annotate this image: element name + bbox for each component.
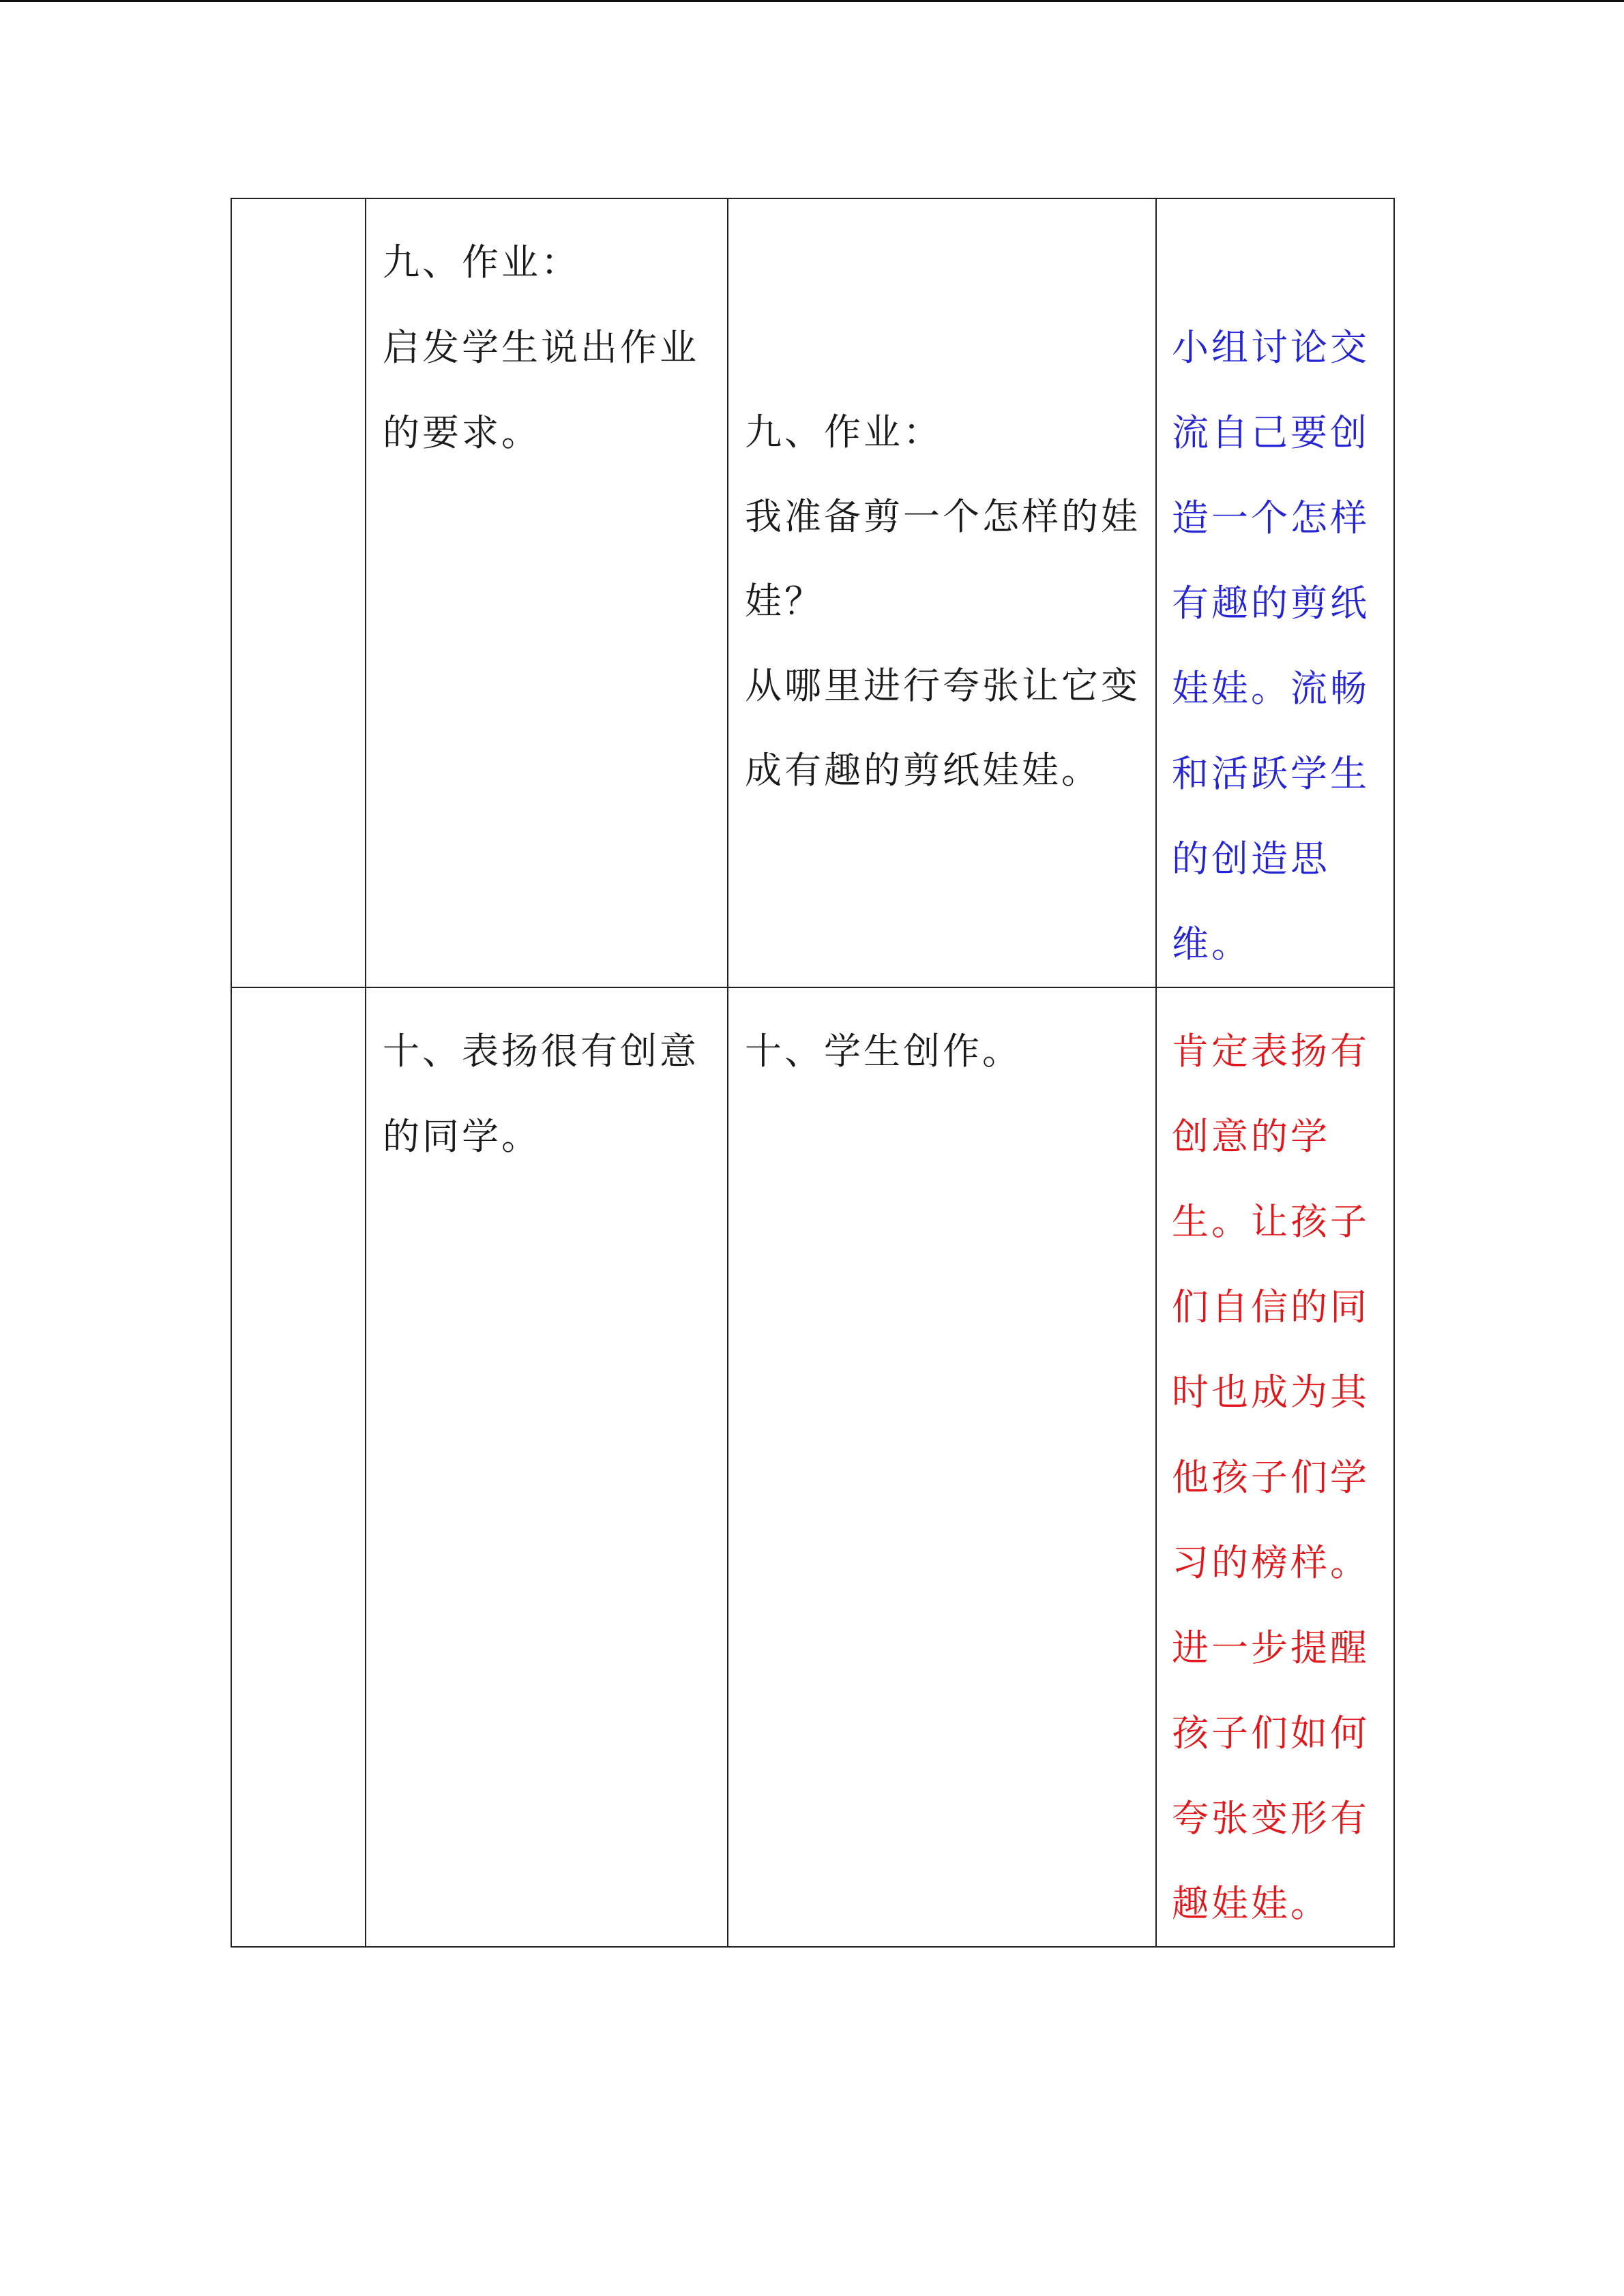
design-intent-text: 小组讨论交流自己要创造一个怎样有趣的剪纸娃娃。流畅和活跃学生的创造思维。 — [1172, 326, 1370, 966]
student-heading: 九、作业： — [745, 411, 943, 453]
teacher-heading: 九、作业： — [383, 241, 580, 284]
table-row-creation — [231, 987, 1394, 1947]
design-intent-cell — [1156, 987, 1394, 1947]
teacher-text: 十、表扬很有创意的同学。 — [383, 1030, 699, 1158]
student-activity-cell — [728, 987, 1156, 1947]
stage-cell — [231, 198, 366, 987]
student-text: 十、学生创作。 — [745, 1030, 1022, 1073]
teacher-activity-cell — [366, 198, 728, 987]
stage-cell — [231, 987, 366, 1947]
design-intent-text: 肯定表扬有创意的学生。让孩子们自信的同时也成为其他孩子们学习的榜样。进一步提醒孩子们如何夸张变形有趣娃娃。 — [1172, 1030, 1370, 1925]
teacher-activity-cell — [366, 987, 728, 1947]
table-row-homework — [231, 198, 1394, 987]
student-question: 我准备剪一个怎样的娃娃？ — [745, 495, 1140, 623]
teacher-text: 启发学生说出作业的要求。 — [383, 326, 699, 454]
student-activity-cell — [728, 198, 1156, 987]
lesson-plan-table — [231, 198, 1395, 1948]
student-prompt: 从哪里进行夸张让它变成有趣的剪纸娃娃。 — [745, 664, 1140, 792]
design-intent-cell — [1156, 198, 1394, 987]
